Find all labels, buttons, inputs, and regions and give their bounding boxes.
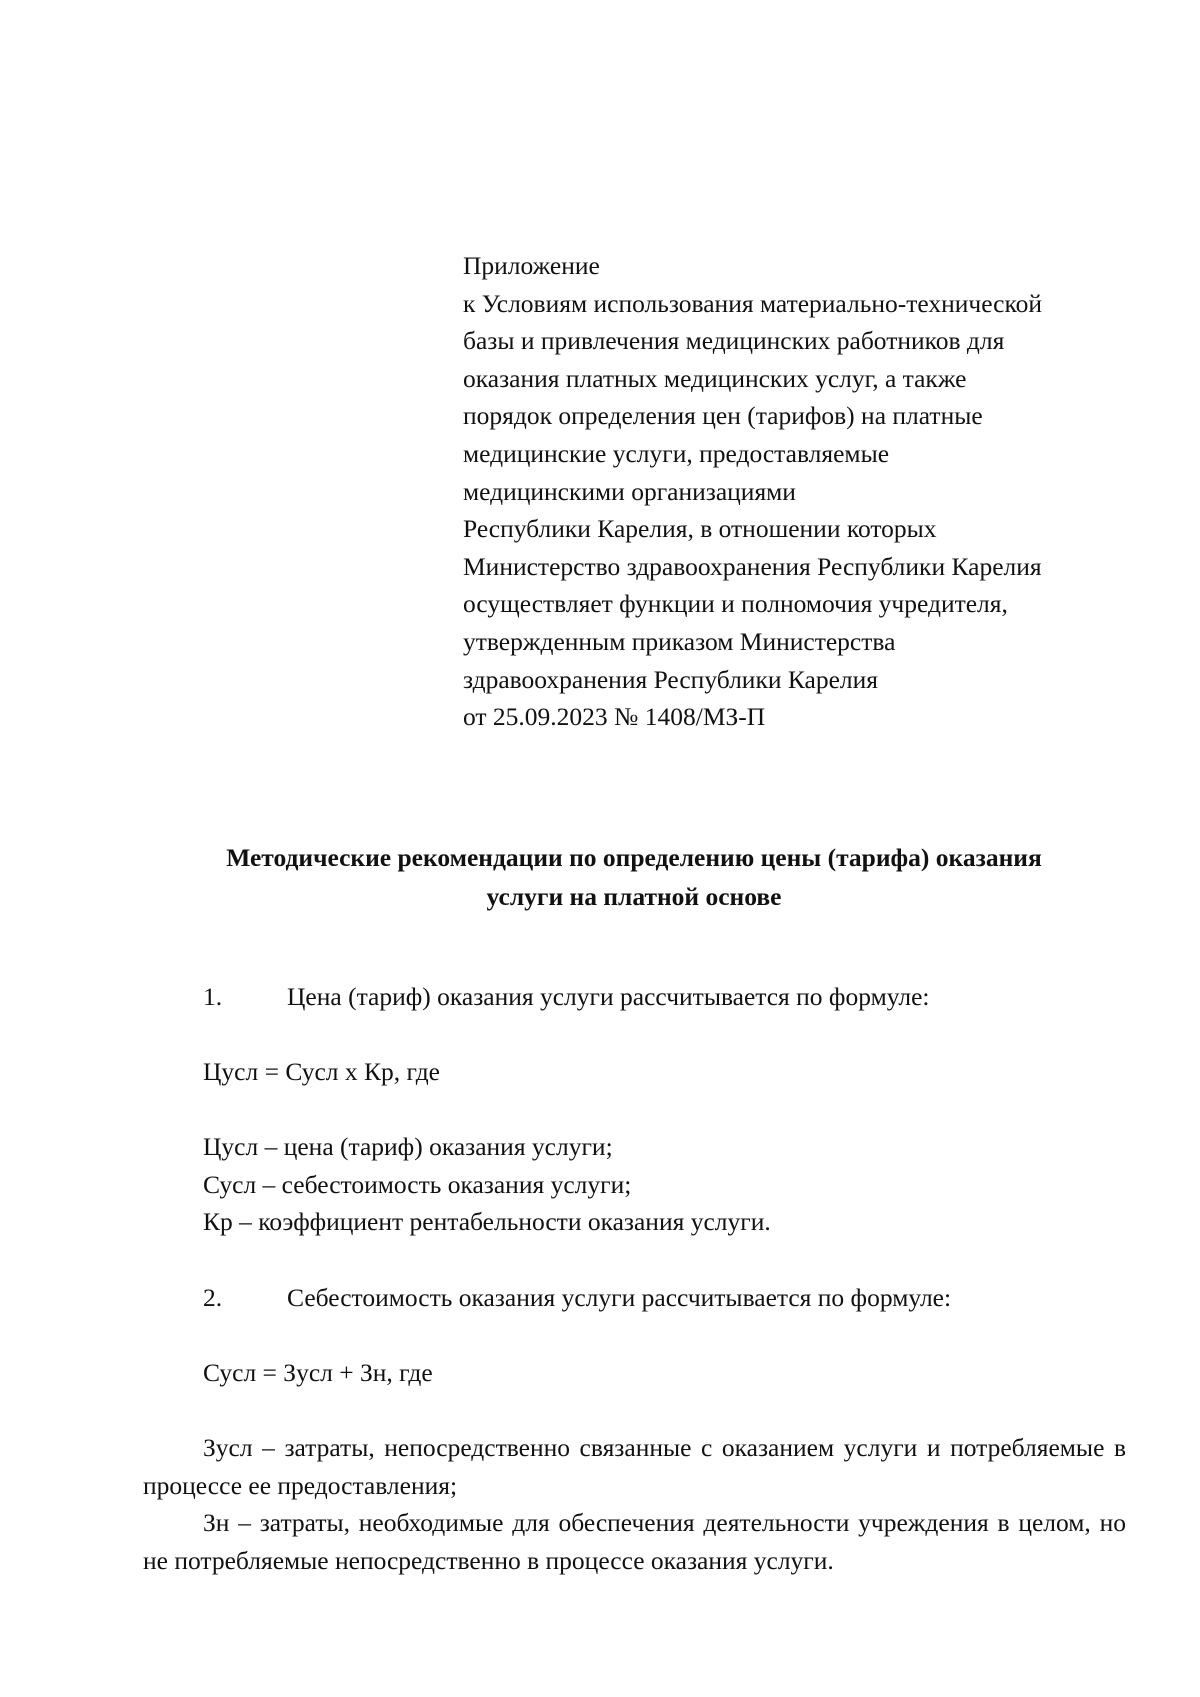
definition-item: Цусл – цена (тариф) оказания услуги; xyxy=(203,1132,613,1161)
definition-item: Сусл – себестоимость оказания услуги; xyxy=(203,1169,632,1199)
section-1-heading xyxy=(143,978,1126,1016)
section-text: Цена (тариф) оказания услуги рассчитывается по формуле: xyxy=(287,982,930,1011)
appendix-line: Приложение xyxy=(463,251,600,280)
appendix-line: Министерство здравоохранения Республики Карелия xyxy=(463,551,1042,581)
appendix-line: оказания платных медицинских услуг, а также xyxy=(463,363,967,393)
formula: Цусл = Сусл х Кр, где xyxy=(203,1057,440,1086)
definition-item: Кр – коэффициент рентабельности оказания услуги. xyxy=(203,1207,771,1236)
section-number: 1. xyxy=(203,982,223,1011)
appendix-line: осуществляет функции и полномочия учредителя, xyxy=(463,589,1008,619)
section-text: Себестоимость оказания услуги рассчитывается по формуле: xyxy=(287,1283,952,1312)
section-1-formula xyxy=(143,1053,1126,1091)
title-line-1: Методические рекомендации по определению цены (тарифа) оказания xyxy=(226,843,1042,872)
appendix-line: к Условиям использования материально-технической xyxy=(463,288,1042,318)
definition-paragraph: Зусл – затраты, непосредственно связанные с оказанием услуги и потребляемые в процессе ее предоставления; xyxy=(143,1433,1126,1500)
appendix-line: медицинскими организациями xyxy=(463,476,796,506)
document-title xyxy=(140,838,1128,916)
section-2-heading xyxy=(143,1279,1126,1317)
section-2-formula xyxy=(143,1354,1126,1392)
section-2-definitions xyxy=(143,1429,1126,1579)
appendix-line: Республики Карелия, в отношении которых xyxy=(463,514,937,544)
appendix-line: базы и привлечения медицинских работников для xyxy=(463,326,1005,356)
title-line-2: услуги на платной основе xyxy=(486,882,782,911)
definition-paragraph: Зн – затраты, необходимые для обеспечения деятельности учреждения в целом, но не потребляемые непосредственно в процессе оказания услуги. xyxy=(143,1508,1126,1575)
appendix-line: порядок определения цен (тарифов) на платные xyxy=(463,401,983,431)
appendix-line: здравоохранения Республики Карелия xyxy=(463,664,879,694)
appendix-line: от 25.09.2023 № 1408/МЗ-П xyxy=(463,702,766,732)
appendix-line: утвержденным приказом Министерства xyxy=(463,626,896,656)
section-1-definitions xyxy=(143,1128,1126,1241)
appendix-header xyxy=(463,247,1143,736)
formula: Сусл = Зусл + Зн, где xyxy=(203,1358,433,1387)
appendix-line: медицинские услуги, предоставляемые xyxy=(463,438,890,468)
section-number: 2. xyxy=(203,1283,223,1312)
